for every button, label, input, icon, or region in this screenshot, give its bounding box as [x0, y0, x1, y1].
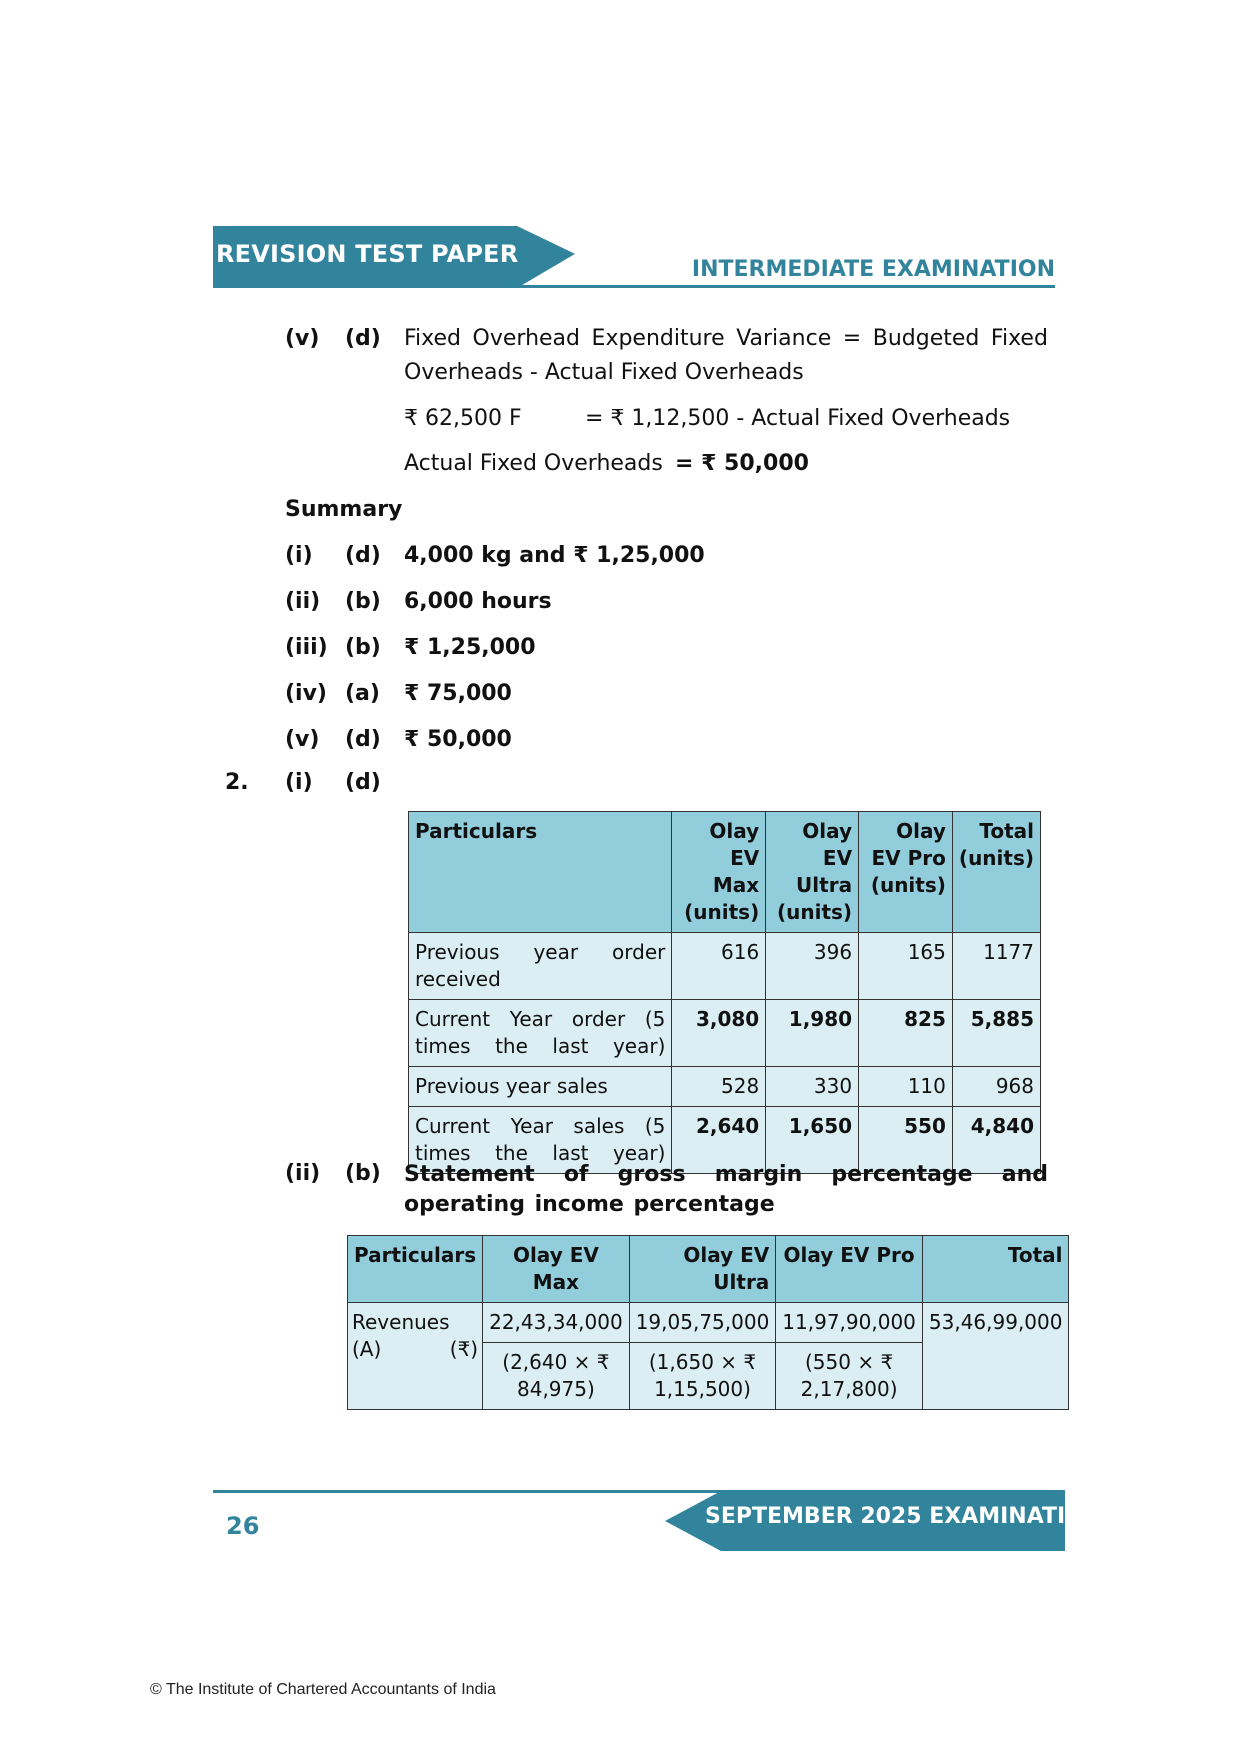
- header-exam-name: INTERMEDIATE EXAMINATION: [691, 257, 1055, 282]
- table-header-cell: Olay EV Ultra (units): [766, 812, 859, 933]
- eq2-left: Actual Fixed Overheads: [404, 451, 663, 476]
- table-row: [409, 933, 1041, 1000]
- table-cell: 165: [859, 933, 953, 1000]
- row-label: Current Year order (5 times the last year): [409, 1000, 672, 1067]
- statement-title: Statement of gross margin percentage and operating income percentage: [404, 1162, 1048, 1217]
- table-cell: 1,650: [766, 1107, 859, 1174]
- table-header-cell: Particulars: [348, 1236, 483, 1303]
- row-label: Current Year sales (5 times the last year): [409, 1107, 672, 1174]
- table-header-cell: Olay EV Pro: [776, 1236, 923, 1303]
- table-cell: 22,43,34,000: [483, 1303, 630, 1343]
- q2-opt-i: (d): [345, 770, 381, 795]
- summary-num: (iv): [285, 681, 327, 706]
- table-cell: 330: [766, 1067, 859, 1107]
- table-cell: 1177: [952, 933, 1040, 1000]
- eq1-right: = ₹ 1,12,500 - Actual Fixed Overheads: [585, 406, 1011, 431]
- q2-opt-ii: (b): [345, 1161, 381, 1186]
- page-number: 26: [226, 1512, 260, 1540]
- summary-num: (ii): [285, 589, 321, 614]
- calc-note: (550 × ₹ 2,17,800): [776, 1343, 923, 1410]
- copyright-notice: © The Institute of Chartered Accountants of India: [150, 1681, 496, 1698]
- summary-opt: (a): [345, 681, 380, 706]
- table-cell: 19,05,75,000: [629, 1303, 776, 1343]
- table-header-cell: Olay EV Ultra: [629, 1236, 776, 1303]
- table-cell: 528: [672, 1067, 766, 1107]
- part-v-line1: Fixed Overhead Expenditure Variance = Budgeted Fixed: [404, 326, 1048, 351]
- part-v-line2: Overheads - Actual Fixed Overheads: [404, 360, 804, 385]
- header-rule: [213, 285, 1055, 288]
- table-row: [409, 1000, 1041, 1067]
- table-row: [348, 1303, 1069, 1343]
- table-header-cell: Olay EV Max (units): [672, 812, 766, 933]
- table-header-cell: Total (units): [952, 812, 1040, 933]
- row-label: Previous year order received: [409, 933, 672, 1000]
- summary-answer: ₹ 50,000: [404, 727, 512, 752]
- revenue-table: [347, 1235, 1069, 1410]
- header-title: REVISION TEST PAPER: [216, 240, 519, 268]
- table-cell: 3,080: [672, 1000, 766, 1067]
- table-cell: 4,840: [952, 1107, 1040, 1174]
- row-label: Previous year sales: [409, 1067, 672, 1107]
- calc-note: (2,640 × ₹ 84,975): [483, 1343, 630, 1410]
- summary-answer: 4,000 kg and ₹ 1,25,000: [404, 543, 705, 568]
- table-header-cell: Particulars: [409, 812, 672, 933]
- summary-answer: 6,000 hours: [404, 589, 552, 614]
- table-cell: 968: [952, 1067, 1040, 1107]
- summary-opt: (b): [345, 635, 381, 660]
- table-cell: 550: [859, 1107, 953, 1174]
- table-cell: 396: [766, 933, 859, 1000]
- table-cell: 825: [859, 1000, 953, 1067]
- table-header-cell: Olay EV Max: [483, 1236, 630, 1303]
- part-v-option: (d): [345, 326, 381, 351]
- table-header-row: [409, 812, 1041, 933]
- summary-opt: (d): [345, 543, 381, 568]
- table-header-cell: Olay EV Pro (units): [859, 812, 953, 933]
- table-cell: 110: [859, 1067, 953, 1107]
- q2-sub-ii: (ii): [285, 1161, 321, 1186]
- summary-answer: ₹ 75,000: [404, 681, 512, 706]
- summary-num: (i): [285, 543, 313, 568]
- eq2-right: = ₹ 50,000: [675, 451, 809, 476]
- table-cell: 5,885: [952, 1000, 1040, 1067]
- units-table: [408, 811, 1041, 1174]
- table-header-cell: Total: [922, 1236, 1069, 1303]
- table-cell: 1,980: [766, 1000, 859, 1067]
- summary-heading: Summary: [285, 497, 403, 522]
- table-header-row: [348, 1236, 1069, 1303]
- eq1-left: ₹ 62,500 F: [404, 406, 522, 431]
- summary-answer: ₹ 1,25,000: [404, 635, 536, 660]
- summary-num: (iii): [285, 635, 328, 660]
- footer-exam-name: SEPTEMBER 2025 EXAMINATION: [705, 1504, 1103, 1529]
- table-cell: 53,46,99,000: [922, 1303, 1069, 1410]
- table-row: [409, 1067, 1041, 1107]
- row-label: Revenues (A) (₹): [348, 1303, 483, 1410]
- question-number: 2.: [225, 770, 249, 795]
- q2-sub-i: (i): [285, 770, 313, 795]
- table-cell: 11,97,90,000: [776, 1303, 923, 1343]
- table-cell: 616: [672, 933, 766, 1000]
- summary-opt: (b): [345, 589, 381, 614]
- part-v-number: (v): [285, 326, 320, 351]
- summary-num: (v): [285, 727, 320, 752]
- calc-note: (1,650 × ₹ 1,15,500): [629, 1343, 776, 1410]
- table-cell: 2,640: [672, 1107, 766, 1174]
- summary-opt: (d): [345, 727, 381, 752]
